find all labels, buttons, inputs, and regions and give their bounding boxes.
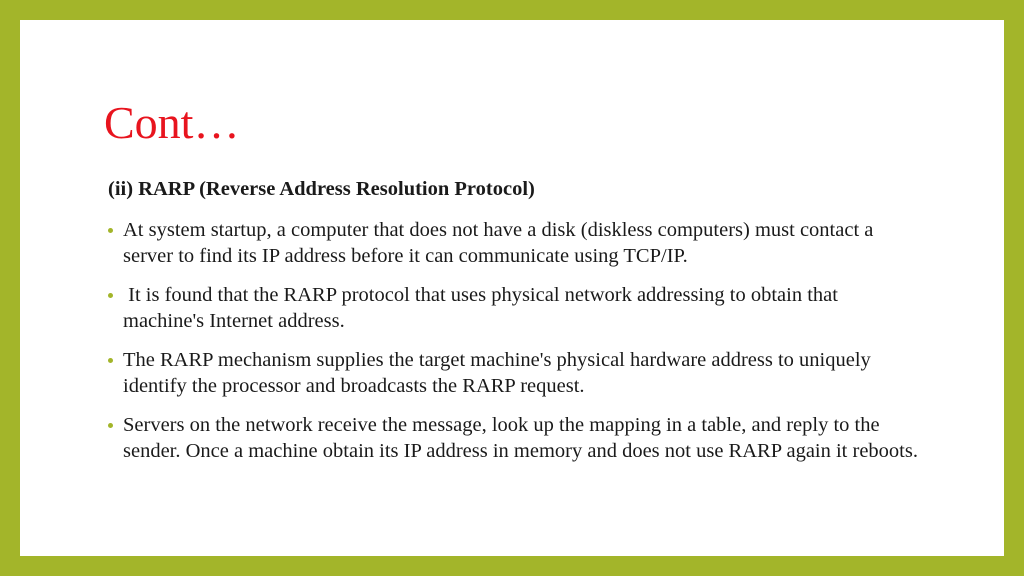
list-item xyxy=(104,413,924,464)
slide-canvas xyxy=(20,20,1004,556)
bullet-text: Servers on the network receive the message, look up the mapping in a table, and reply to the sender. Once a machine obtain its IP address in memory and does not use RARP again it reboots. xyxy=(123,414,918,462)
bullet-list xyxy=(104,218,924,478)
list-item xyxy=(104,348,924,399)
bullet-dot-icon xyxy=(108,293,113,298)
list-item xyxy=(104,218,924,269)
bullet-dot-icon xyxy=(108,228,113,233)
list-item xyxy=(104,283,924,334)
slide-title: Cont… xyxy=(104,97,240,148)
bullet-dot-icon xyxy=(108,358,113,363)
section-subheading: (ii) RARP (Reverse Address Resolution Protocol) xyxy=(108,178,535,200)
bullet-dot-icon xyxy=(108,423,113,428)
bullet-text: The RARP mechanism supplies the target machine's physical hardware address to uniquely identify the processor and broadcasts the RARP request. xyxy=(123,349,871,397)
bullet-text: At system startup, a computer that does not have a disk (diskless computers) must contact a server to find its IP address before it can communicate using TCP/IP. xyxy=(123,219,874,267)
bullet-text: It is found that the RARP protocol that uses physical network addressing to obtain that machine's Internet address. xyxy=(123,284,844,332)
